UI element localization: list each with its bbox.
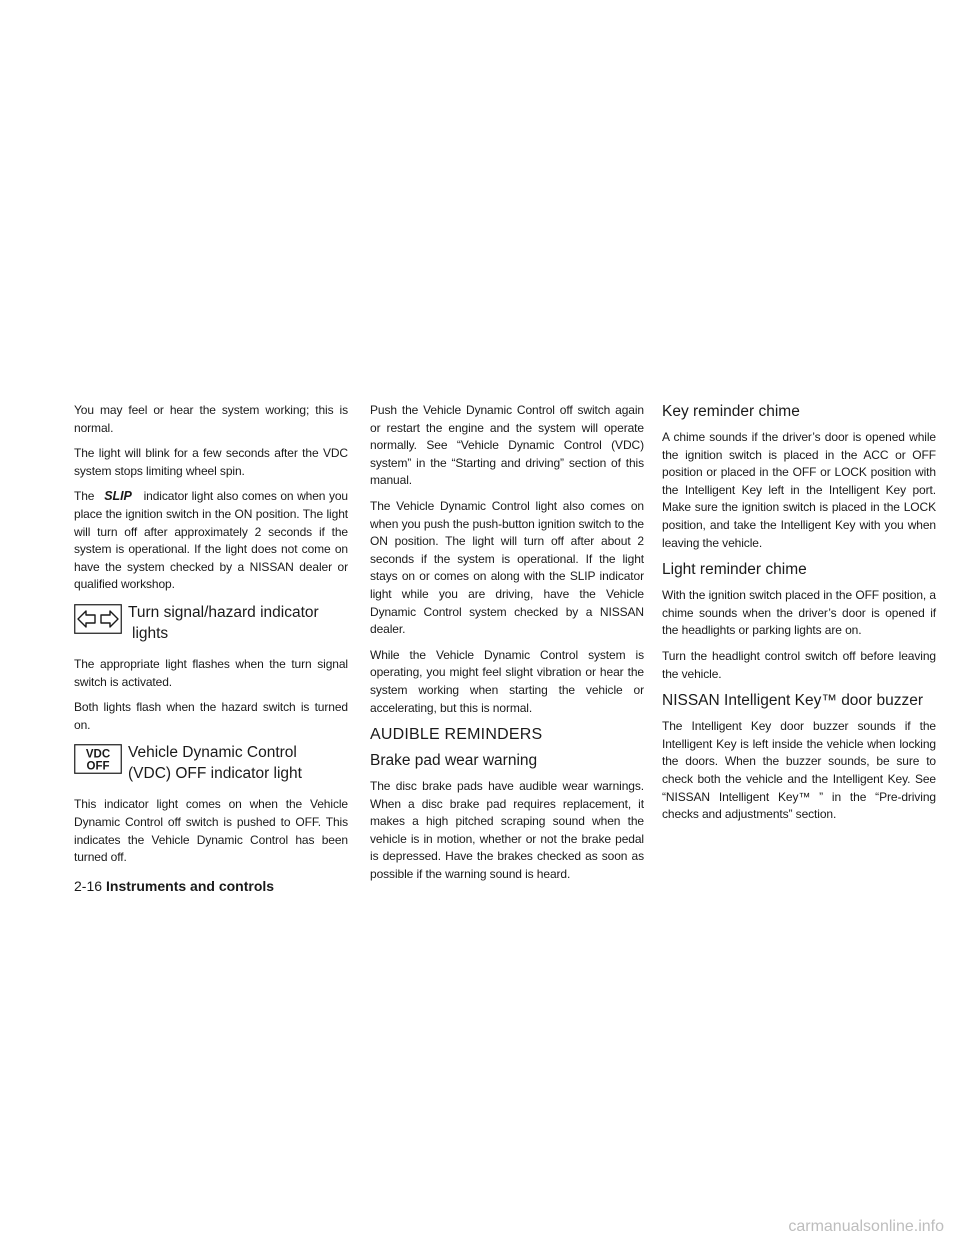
- column-3: [662, 402, 936, 832]
- vdc-off-icon-line-1: VDC: [85, 748, 111, 761]
- brake-pad-title: Brake pad wear warning: [370, 752, 538, 770]
- paragraph-prefix: The: [74, 489, 95, 504]
- turn-signal-title: [128, 602, 319, 644]
- paragraph-slip: [74, 488, 348, 594]
- title-line-1: Turn signal/hazard indicator: [128, 603, 319, 621]
- section-title: AUDIBLE REMINDERS: [370, 726, 543, 744]
- page-footer: [74, 878, 274, 894]
- vdc-off-heading: [74, 742, 348, 784]
- slip-icon-text: SLIP: [104, 489, 132, 503]
- title-line-1: Vehicle Dynamic Control: [128, 744, 297, 762]
- paragraph: A chime sounds if the driver’s door is opened while the ignition switch is placed in the ACC or OFF position or placed in the OFF or LOCK position with the Intelligent Key left in the Intelligent Key port. Make sure the ignition switch is placed in the LOCK position, and take the Intelligent Key with you when leaving the vehicle.: [662, 430, 936, 550]
- paragraph-rest: indicator light also comes on when you place the ignition switch in the ON position. The light will turn off after approximately 2 seconds if the system is operational. If the light does not come on have the system checked by a NISSAN dealer or qualified workshop.: [74, 489, 349, 592]
- paragraph: The Vehicle Dynamic Control light also comes on when you push the push-button ignition switch to the ON position. The light will turn off after about 2 seconds if the system is operational. If the light stays on or comes on along with the SLIP indicator light while you are driving, have the Vehicle Dynamic Control system checked by a NISSAN dealer.: [370, 498, 644, 637]
- paragraph: Both lights flash when the hazard switch is turned on.: [74, 700, 348, 732]
- slip-icon: [98, 488, 138, 502]
- paragraph: While the Vehicle Dynamic Control system is operating, you might feel slight vibration or hear the system working when starting the vehicle or accelerating, but this is normal.: [370, 647, 644, 715]
- column-2: [370, 402, 644, 892]
- page-number: 2-16: [74, 878, 103, 894]
- paragraph: Push the Vehicle Dynamic Control off switch again or restart the engine and the system will operate normally. See “Vehicle Dynamic Control (VDC) system” in the “Starting and driving” section of this manual.: [370, 403, 644, 488]
- turn-signal-icon: [74, 604, 122, 634]
- paragraph: You may feel or hear the system working; this is normal.: [74, 403, 348, 435]
- paragraph: With the ignition switch placed in the OFF position, a chime sounds when the driver’s door is opened if the headlights or parking lights are on.: [662, 588, 936, 638]
- paragraph: The disc brake pads have audible wear warnings. When a disc brake pad requires replacement, it makes a high pitched scraping sound when the vehicle is in motion, whether or not the brake pedal is depressed. Have the brakes checked as soon as possible if the warning sound is heard.: [370, 779, 644, 882]
- light-reminder-title: Light reminder chime: [662, 561, 807, 579]
- column-1: [74, 402, 348, 875]
- title-line-2: (VDC) OFF indicator light: [128, 765, 302, 783]
- footer-section-name: Instruments and controls: [106, 878, 275, 894]
- vdc-off-icon-line-2: OFF: [86, 760, 110, 773]
- watermark: carmanualsonline.info: [788, 1218, 944, 1235]
- paragraph: The appropriate light flashes when the turn signal switch is activated.: [74, 656, 348, 689]
- key-buzzer-title: NISSAN Intelligent Key™ door buzzer: [662, 692, 924, 710]
- turn-signal-heading: [74, 602, 348, 644]
- paragraph: The Intelligent Key door buzzer sounds if the Intelligent Key is left inside the vehicle when locking the doors. When the buzzer sounds, be sure to check both the vehicle and the Intelligent Key. See “NISSAN Intelligent Key™ ” in the “Pre-driving checks and adjustments” section.: [662, 719, 936, 822]
- vdc-off-title: [128, 742, 302, 784]
- key-reminder-title: Key reminder chime: [662, 403, 800, 420]
- vdc-off-icon: [74, 744, 122, 774]
- title-line-2: lights: [132, 624, 169, 642]
- paragraph: The light will blink for a few seconds after the VDC system stops limiting wheel spin.: [74, 446, 348, 478]
- paragraph: Turn the headlight control switch off before leaving the vehicle.: [662, 648, 936, 681]
- paragraph: This indicator light comes on when the Vehicle Dynamic Control off switch is pushed to OFF. This indicates the Vehicle Dynamic Control has been turned off.: [74, 797, 348, 865]
